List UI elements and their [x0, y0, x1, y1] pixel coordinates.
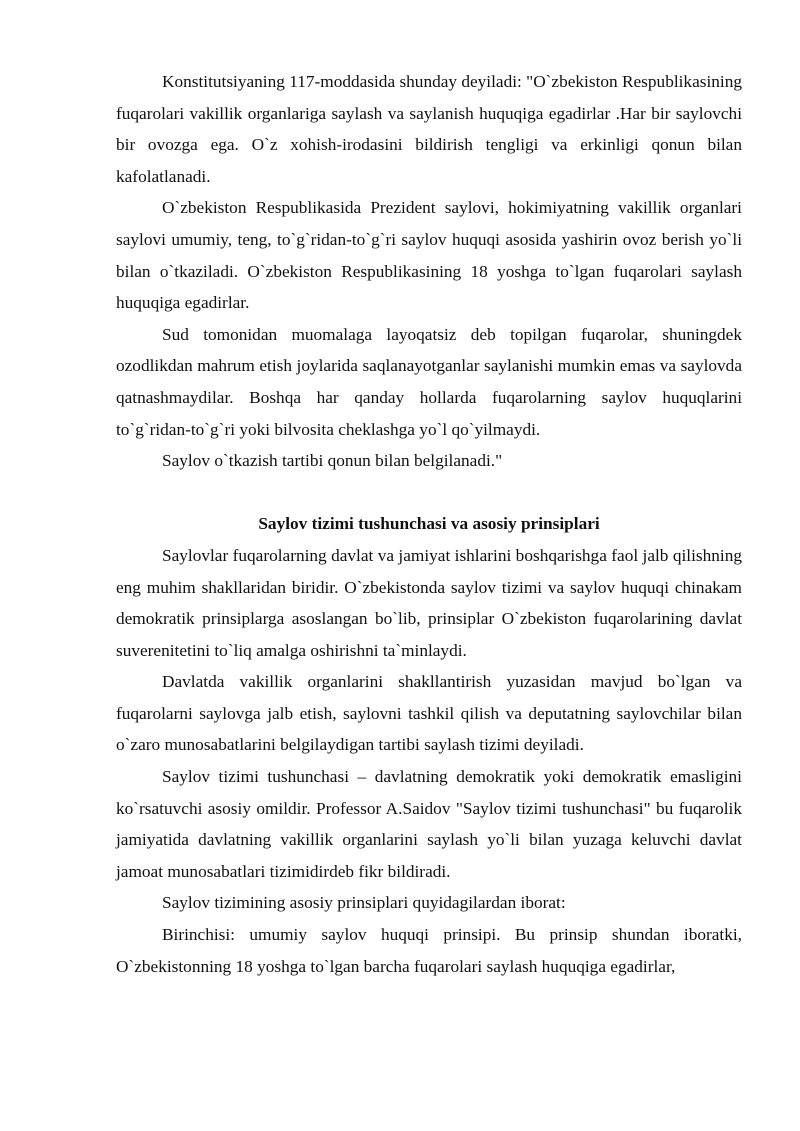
paragraph-election-law: Saylov o`tkazish tartibi qonun bilan belgilanadi." — [162, 451, 503, 471]
paragraph-electoral-system-definition: Davlatda vakillik organlarini shakllantirish yuzasidan mavjud bo`lgan va fuqarolarni saylovga jalb etish, saylovni tashkil qilish va deputatning saylovchilar bilan o`zaro munosabatlarini belgilaydigan tartibi saylash tizimi deyiladi. — [116, 672, 742, 755]
paragraph-election-restrictions: Sud tomonidan muomalaga layoqatsiz deb topilgan fuqarolar, shuningdek ozodlikdan mahrum etish joylarida saqlanayotganlar saylanishi mumkin emas va saylovda qatnashmaydilar. Boshqa har qanday hollarda fuqarolarning saylov huquqlarini to`g`ridan-to`g`ri yoki bilvosita cheklashga yo`l qo`yilmaydi. — [116, 324, 742, 439]
paragraph-first-principle: Birinchisi: umumiy saylov huquqi prinsipi. Bu prinsip shundan iboratki, O`zbekistonning 18 yoshga to`lgan barcha fuqarolari saylash huquqiga egadirlar, — [116, 925, 742, 976]
paragraph-principles-intro: Saylov tizimining asosiy prinsiplari quyidagilardan iborat: — [162, 893, 566, 913]
paragraph-election-procedure: O`zbekiston Respublikasida Prezident saylovi, hokimiyatning vakillik organlari saylovi umumiy, teng, to`g`ridan-to`g`ri saylov huquqi asosida yashirin ovoz berish yo`li bilan o`tkaziladi. O`zbekiston Respublikasining 18 yoshga to`lgan fuqarolari saylash huquqiga egadirlar. — [116, 198, 742, 313]
document-page — [116, 66, 742, 982]
section-heading: Saylov tizimi tushunchasi va asosiy prinsiplari — [258, 514, 600, 534]
paragraph-elections-importance: Saylovlar fuqarolarning davlat va jamiyat ishlarini boshqarishga faol jalb qilishning eng muhim shakllaridan biridir. O`zbekistonda saylov tizimi va saylov huquqi chinakam demokratik prinsiplarga asoslangan bo`lib, prinsiplar O`zbekiston fuqarolarining davlat suverenitetini to`liq amalga oshirishni ta`minlaydi. — [116, 545, 742, 660]
paragraph-constitution-article: Konstitutsiyaning 117-moddasida shunday deyiladi: "O`zbekiston Respublikasining fuqarolari vakillik organlariga saylash va saylanish huquqiga egadirlar .Har bir saylovchi bir ovozga ega. O`z xohish-irodasini bildirish tengligi va erkinligi qonun bilan kafolatlanadi. — [116, 72, 742, 186]
paragraph-electoral-system-concept: Saylov tizimi tushunchasi – davlatning demokratik yoki demokratik emasligini ko`rsatuvchi asosiy omildir. Professor A.Saidov "Saylov tizimi tushunchasi" bu fuqarolik jamiyatida davlatning vakillik organlarini saylash yo`li bilan yuzaga keluvchi davlat jamoat munosabatlari tizimidirdeb fikr bildiradi. — [116, 767, 742, 881]
